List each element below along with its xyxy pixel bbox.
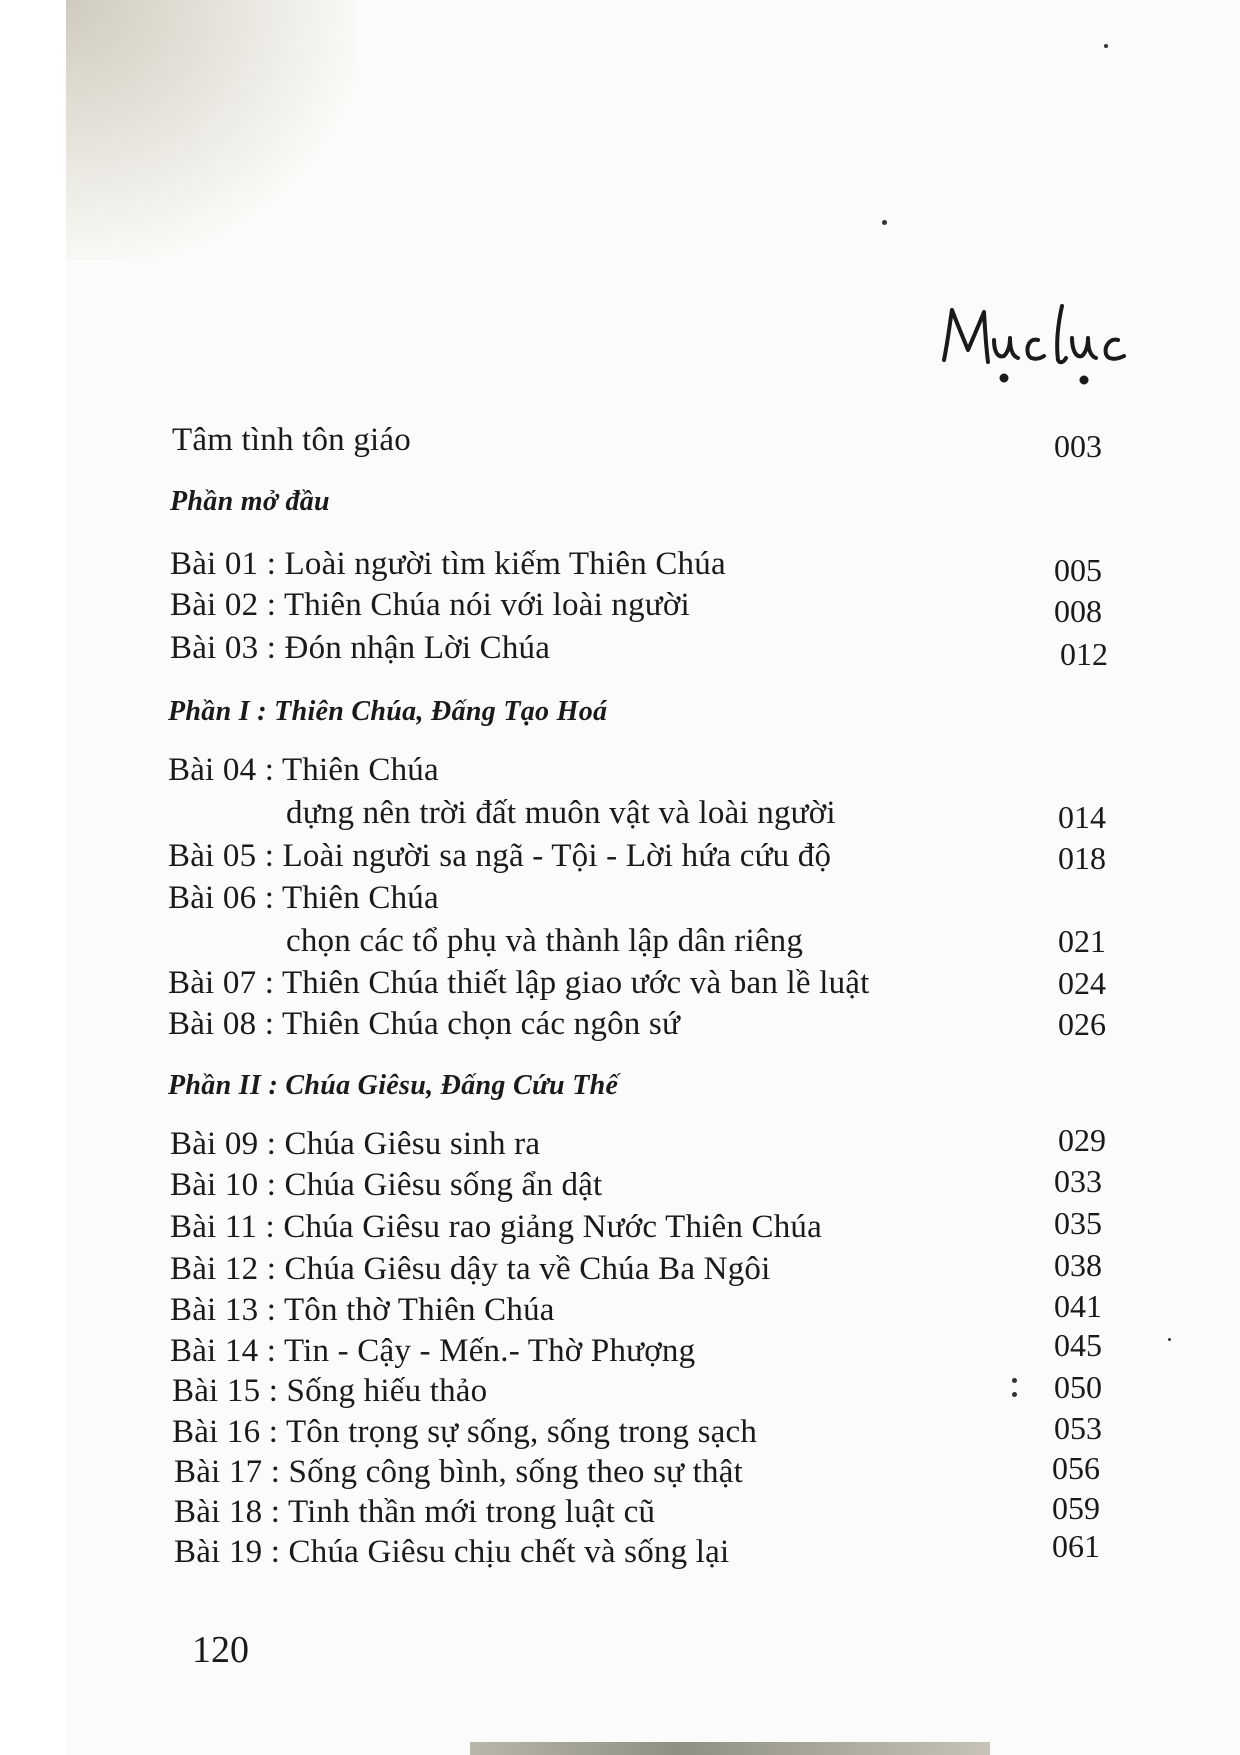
section-title: Phần I : Thiên Chúa, Đấng Tạo Hoá [168, 696, 608, 727]
toc-entry-page: 029 [1058, 1122, 1106, 1158]
toc-entry-label: Bài 17 : Sống công bình, sống theo sự thật [174, 1454, 743, 1490]
toc-entry-continuation: dựng nên trời đất muôn vật và loài người [286, 795, 836, 831]
toc-entry-page: 018 [1058, 840, 1106, 876]
toc-entry-page: 033 [1054, 1163, 1102, 1199]
toc-entry-label: Bài 10 : Chúa Giêsu sống ẩn dật [170, 1167, 603, 1203]
toc-entry-page: 005 [1054, 552, 1102, 588]
toc-entry-label: Bài 07 : Thiên Chúa thiết lập giao ước và ban lề luật [168, 965, 870, 1001]
toc-entry-label: Bài 02 : Thiên Chúa nói với loài người [170, 587, 690, 623]
toc-entry-page: 056 [1052, 1450, 1100, 1486]
toc-entry-page: 024 [1058, 965, 1106, 1001]
section-title: Phần II : Chúa Giêsu, Đấng Cứu Thế [168, 1070, 619, 1101]
toc-entry-page: 061 [1052, 1528, 1100, 1564]
toc-entry-label: Bài 12 : Chúa Giêsu dậy ta về Chúa Ba Ngôi [170, 1251, 771, 1287]
toc-entry-label: Bài 04 : Thiên Chúa [168, 752, 439, 788]
toc-entry-label: Bài 06 : Thiên Chúa [168, 880, 439, 916]
toc-entry-label: Bài 01 : Loài người tìm kiếm Thiên Chúa [170, 546, 726, 582]
toc-intro-title: Tâm tình tôn giáo [172, 422, 411, 458]
toc-entry-label: Bài 09 : Chúa Giêsu sinh ra [170, 1126, 541, 1162]
toc-entry-page: 041 [1054, 1288, 1102, 1324]
toc-entry-label: Bài 11 : Chúa Giêsu rao giảng Nước Thiên Chúa [170, 1209, 822, 1245]
toc-entry-label: Bài 16 : Tôn trọng sự sống, sống trong sạch [172, 1414, 758, 1450]
toc-entry-page: 008 [1054, 593, 1102, 629]
toc-entry-page: 050 [1054, 1369, 1102, 1405]
toc-entry-label: Bài 18 : Tinh thần mới trong luật cũ [174, 1494, 656, 1530]
toc-entry-page: 035 [1054, 1205, 1102, 1241]
toc-entry-label: Bài 03 : Đón nhận Lời Chúa [170, 630, 551, 666]
page-number: 120 [192, 1629, 249, 1671]
toc-entry-page: 014 [1058, 799, 1106, 835]
toc-entry-continuation: chọn các tổ phụ và thành lập dân riêng [286, 923, 804, 959]
section-title: Phần mở đầu [170, 486, 330, 517]
toc-entry-label: Bài 14 : Tin - Cậy - Mến.- Thờ Phượng [170, 1333, 696, 1369]
toc-entry-page: 053 [1054, 1410, 1102, 1446]
toc-entry-page: 021 [1058, 923, 1106, 959]
toc-entry-label: Bài 13 : Tôn thờ Thiên Chúa [170, 1292, 555, 1328]
toc-entry-label: Bài 08 : Thiên Chúa chọn các ngôn sứ [168, 1006, 681, 1042]
toc-entry-page: 038 [1054, 1247, 1102, 1283]
toc-entry-page: 045 [1054, 1327, 1102, 1363]
toc-intro-page: 003 [1054, 428, 1102, 464]
toc-entry-page: 012 [1060, 636, 1108, 672]
toc-entry-page: 026 [1058, 1006, 1106, 1042]
toc-entry-label: Bài 19 : Chúa Giêsu chịu chết và sống lại [174, 1534, 730, 1570]
toc-entry-label: Bài 15 : Sống hiếu thảo [172, 1373, 488, 1409]
toc-entry-label: Bài 05 : Loài người sa ngã - Tội - Lời hứa cứu độ [168, 838, 832, 874]
toc-entry-page: 059 [1052, 1490, 1100, 1526]
